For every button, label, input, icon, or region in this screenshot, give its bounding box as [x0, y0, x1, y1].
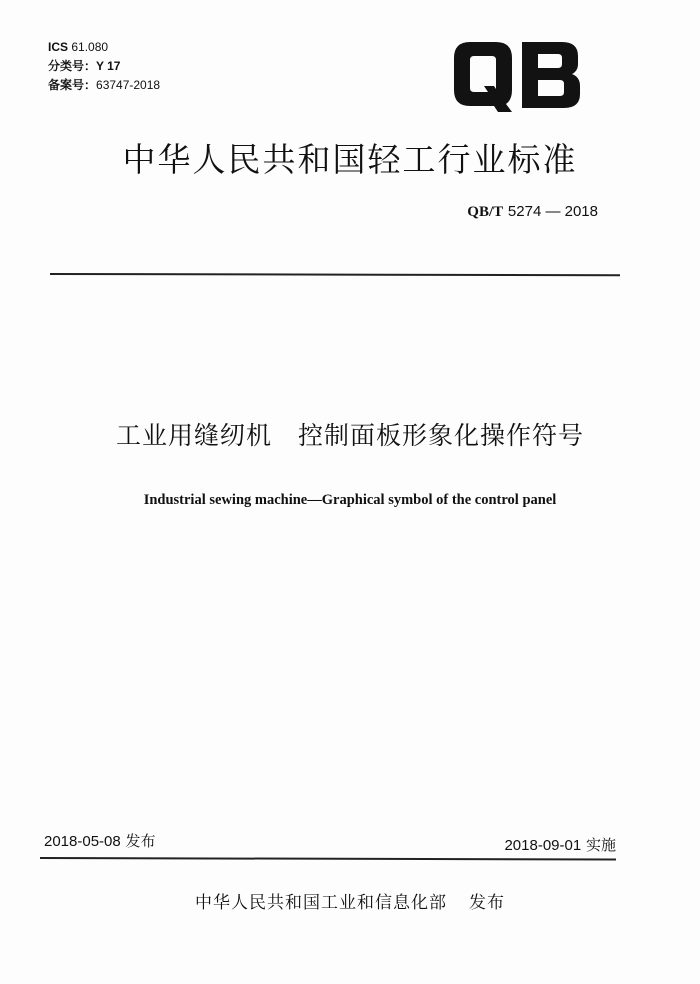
implementation-date: 2018-09-01 — [504, 837, 582, 854]
publisher-line — [0, 888, 700, 913]
qb-logo-q-glyph — [454, 42, 512, 112]
top-divider — [50, 273, 620, 276]
ics-line — [48, 38, 160, 57]
issue-date: 2018-05-08 — [44, 833, 121, 850]
standard-prefix: QB/T — [467, 204, 504, 220]
ics-value: 61.080 — [71, 40, 109, 54]
ics-label: ICS — [48, 40, 69, 54]
chinese-title-part2: 控制面板形象化操作符号 — [298, 421, 585, 450]
record-line — [48, 76, 160, 95]
record-value: 63747-2018 — [96, 78, 161, 92]
standard-code: 5274 — 2018 — [507, 203, 598, 220]
class-line — [48, 57, 160, 76]
implementation-date-block — [504, 834, 616, 855]
standard-number — [467, 202, 598, 221]
chinese-title — [0, 416, 700, 452]
issue-label: 发布 — [125, 832, 156, 850]
classification-block — [48, 38, 160, 95]
issue-date-block — [44, 830, 156, 851]
record-label: 备案号： — [48, 78, 97, 92]
english-title: Industrial sewing machine—Graphical symbol of the control panel — [143, 492, 557, 508]
qb-logo — [452, 38, 582, 116]
publisher-action: 发布 — [469, 893, 505, 913]
bottom-divider — [40, 857, 616, 860]
class-value: Y 17 — [96, 59, 121, 73]
class-label: 分类号： — [48, 59, 97, 73]
issuing-authority-heading: 中华人民共和国轻工行业标准 — [122, 140, 578, 179]
publisher-name: 中华人民共和国工业和信息化部 — [195, 893, 447, 913]
chinese-title-part1: 工业用缝纫机 — [115, 421, 272, 450]
qb-logo-b-glyph — [522, 42, 580, 108]
implementation-label: 实施 — [585, 836, 616, 854]
